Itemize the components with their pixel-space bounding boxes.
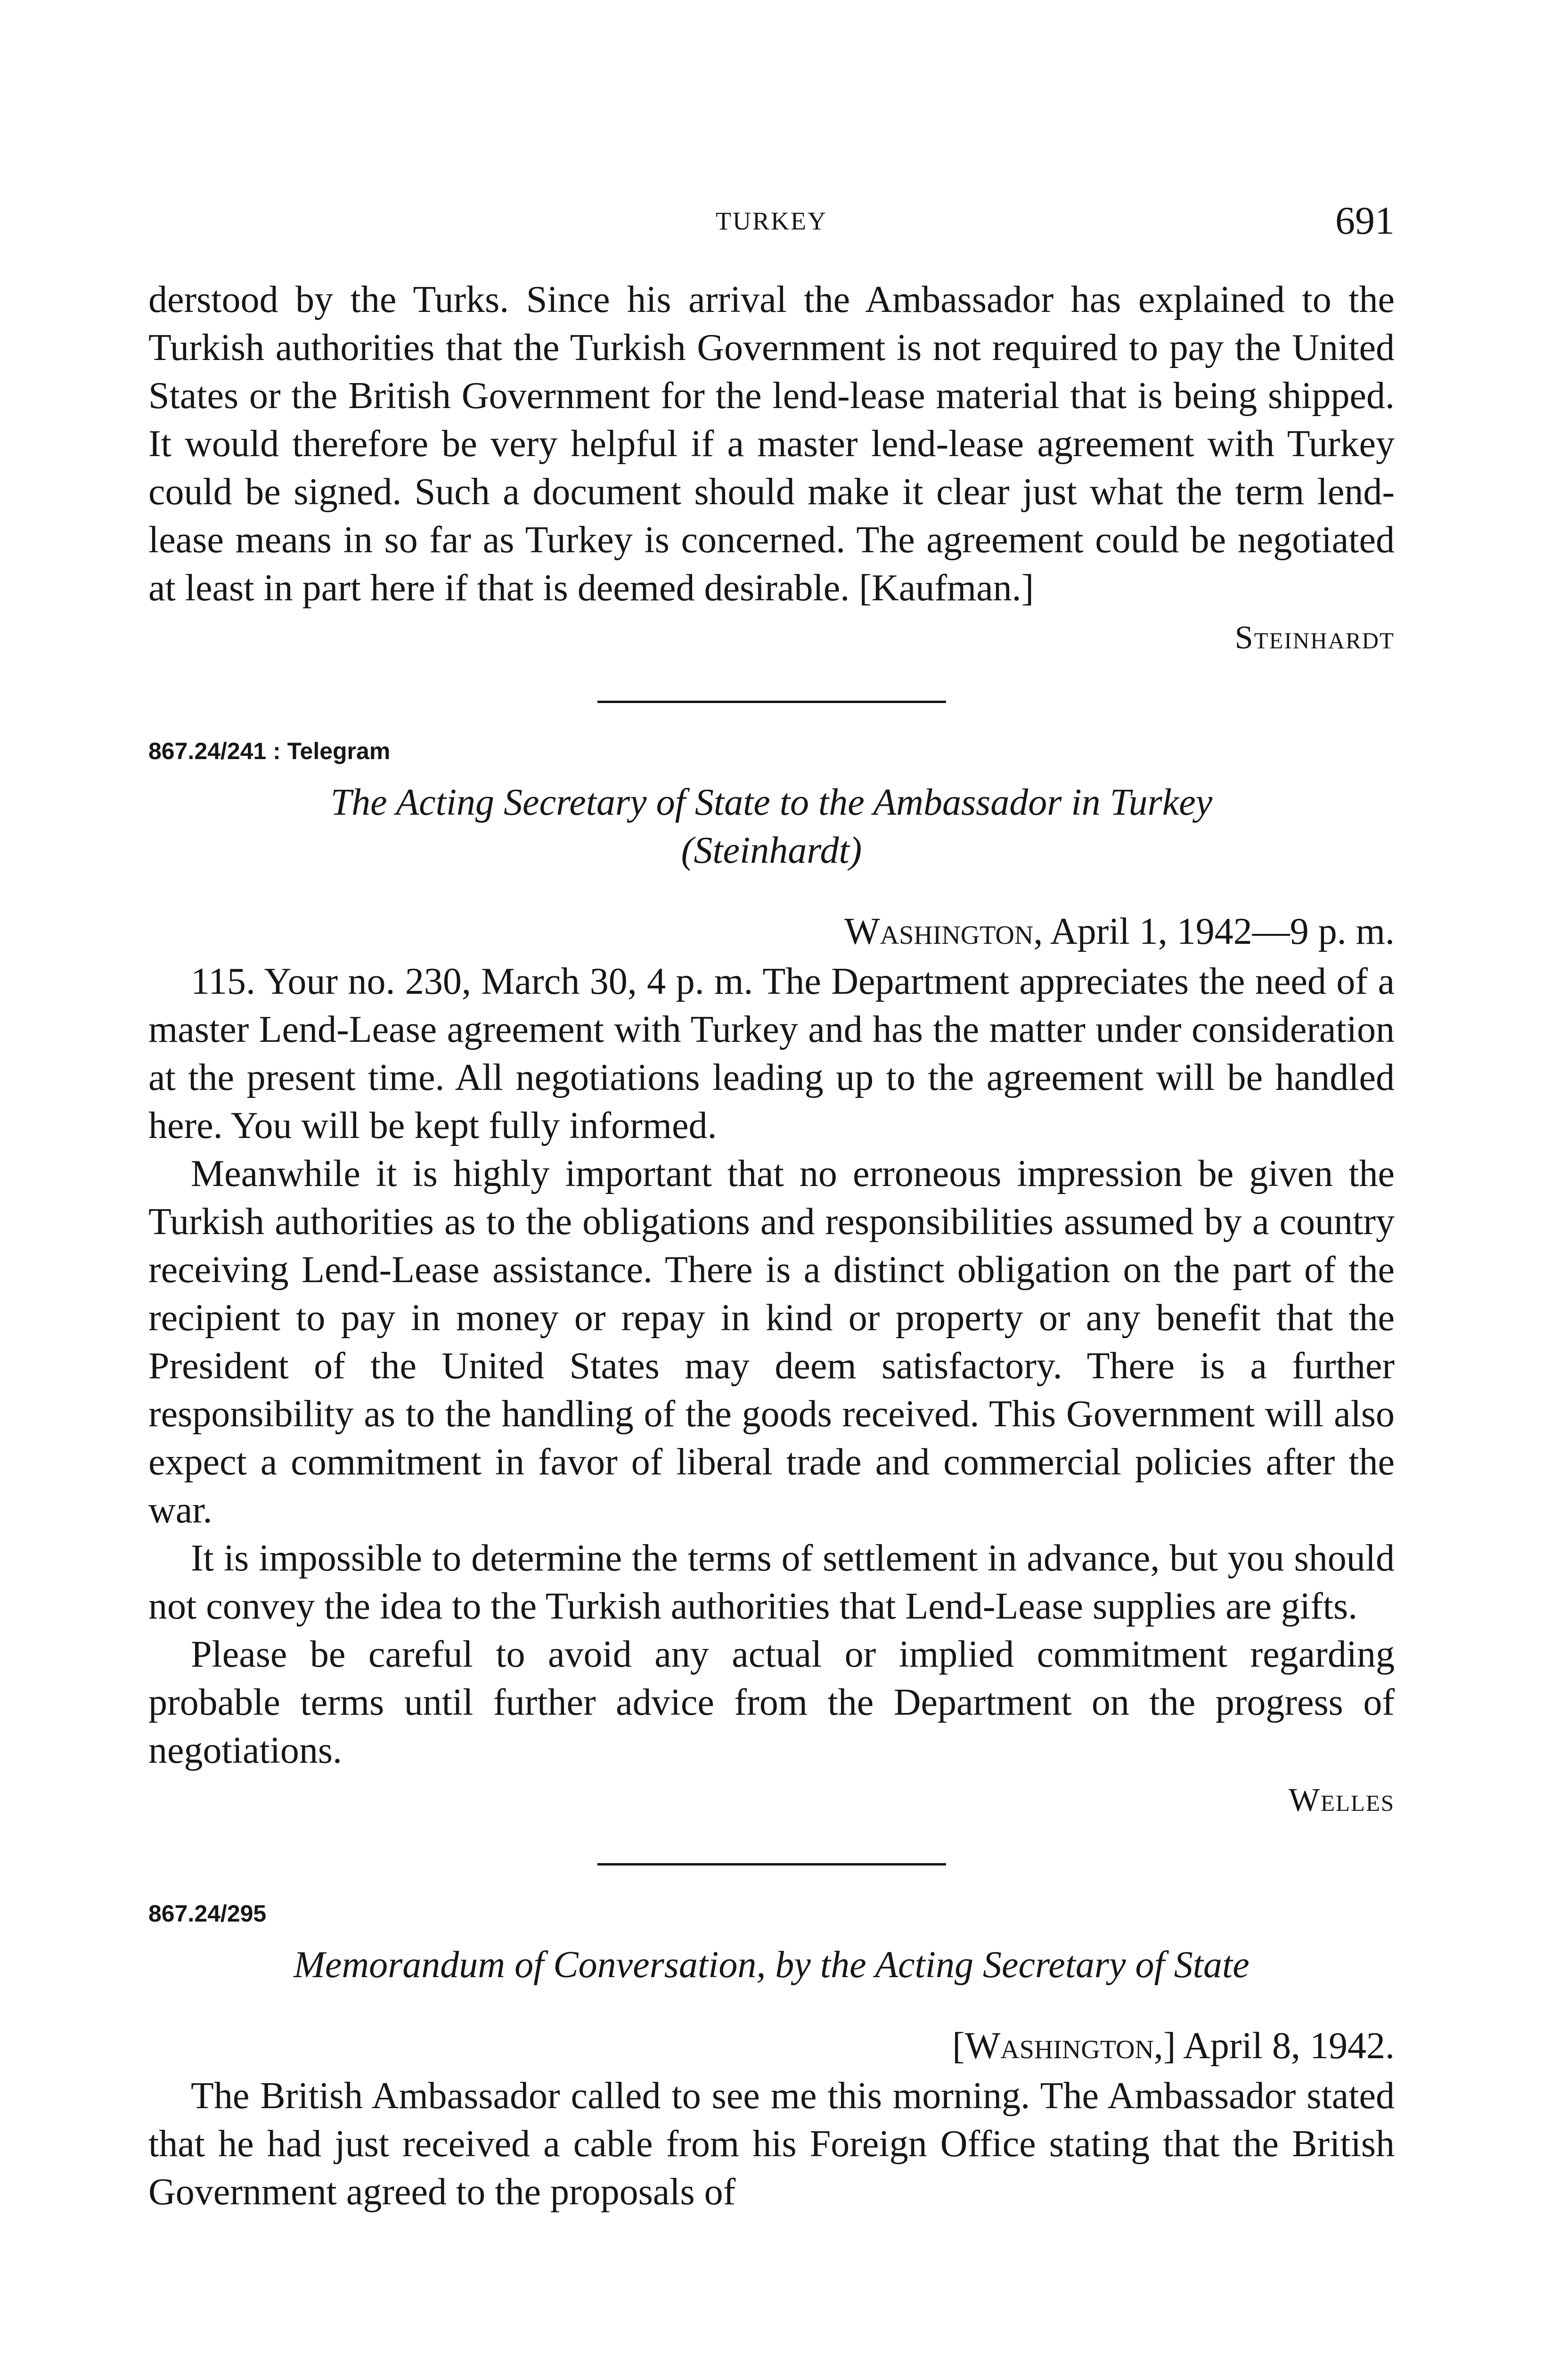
document-body [148,276,1395,2216]
file-reference: 867.24/241 : Telegram [148,738,391,764]
dateline [148,2022,1395,2070]
dateline-bracket: [ [952,2025,965,2067]
document-title [148,1941,1395,1989]
section-divider [597,1863,946,1865]
body-paragraph: 115. Your no. 230, March 30, 4 p. m. The Department appreciates the need of a master Lend-Lease agreement with Turkey and has the matter under consideration at the present time. All negotiations leading up to the agreement will be handled here. You will be kept fully informed. [148,961,1395,1146]
signature-steinhardt: Steinhardt [1234,620,1395,656]
dateline [148,908,1395,956]
dateline-date: , April 1, 1942—9 p. m. [1033,911,1395,952]
document-title-line: (Steinhardt) [681,830,862,871]
dateline-place: Washington [964,2025,1154,2067]
running-title: TURKEY [716,207,827,235]
body-paragraph: It is impossible to determine the terms of settlement in advance, but you should not convey the idea to the Turkish authorities that Lend-Lease supplies are gifts. [148,1538,1395,1627]
page-number: 691 [1335,199,1395,243]
dateline-date: ,] April 8, 1942. [1153,2025,1395,2067]
running-header [148,198,1395,250]
document-title-line: Memorandum of Conversation, by the Acting Secretary of State [294,1944,1250,1986]
dateline-place: Washington [844,911,1034,952]
document-title [148,778,1395,875]
body-paragraph: Meanwhile it is highly important that no erroneous impression be given the Turkish authorities as to the obligations and responsibilities assumed by a country receiving Lend-Lease assistance. There is a distinct obligation on the part of the recipient to pay in money or repay in kind or property or any benefit that the President of the United States may deem satisfactory. There is a further responsibility as to the handling of the goods received. This Government will also expect a commitment in favor of liberal trade and commercial policies after the war. [148,1153,1395,1531]
section-divider [597,701,946,703]
continuation-paragraph: derstood by the Turks. Since his arrival the Ambassador has explained to the Turkish authorities that the Turkish Government is not required to pay the United States or the British Government for the lend-lease material that is being shipped. It would therefore be very helpful if a master lend-lease agreement with Turkey could be signed. Such a document should make it clear just what the term lend-lease means in so far as Turkey is concerned. The agreement could be negotiated at least in part here if that is deemed desirable. [Kaufman.] [148,279,1395,609]
body-paragraph: Please be careful to avoid any actual or implied commitment regarding probable terms until further advice from the Department on the progress of negotiations. [148,1634,1395,1771]
body-paragraph: The British Ambassador called to see me this morning. The Ambassador stated that he had just received a cable from his Foreign Office stating that the British Government agreed to the proposals of [148,2075,1395,2213]
document-title-line: The Acting Secretary of State to the Ambassador in Turkey [330,782,1213,823]
signature-welles: Welles [1288,1782,1395,1818]
file-reference: 867.24/295 [148,1900,267,1927]
